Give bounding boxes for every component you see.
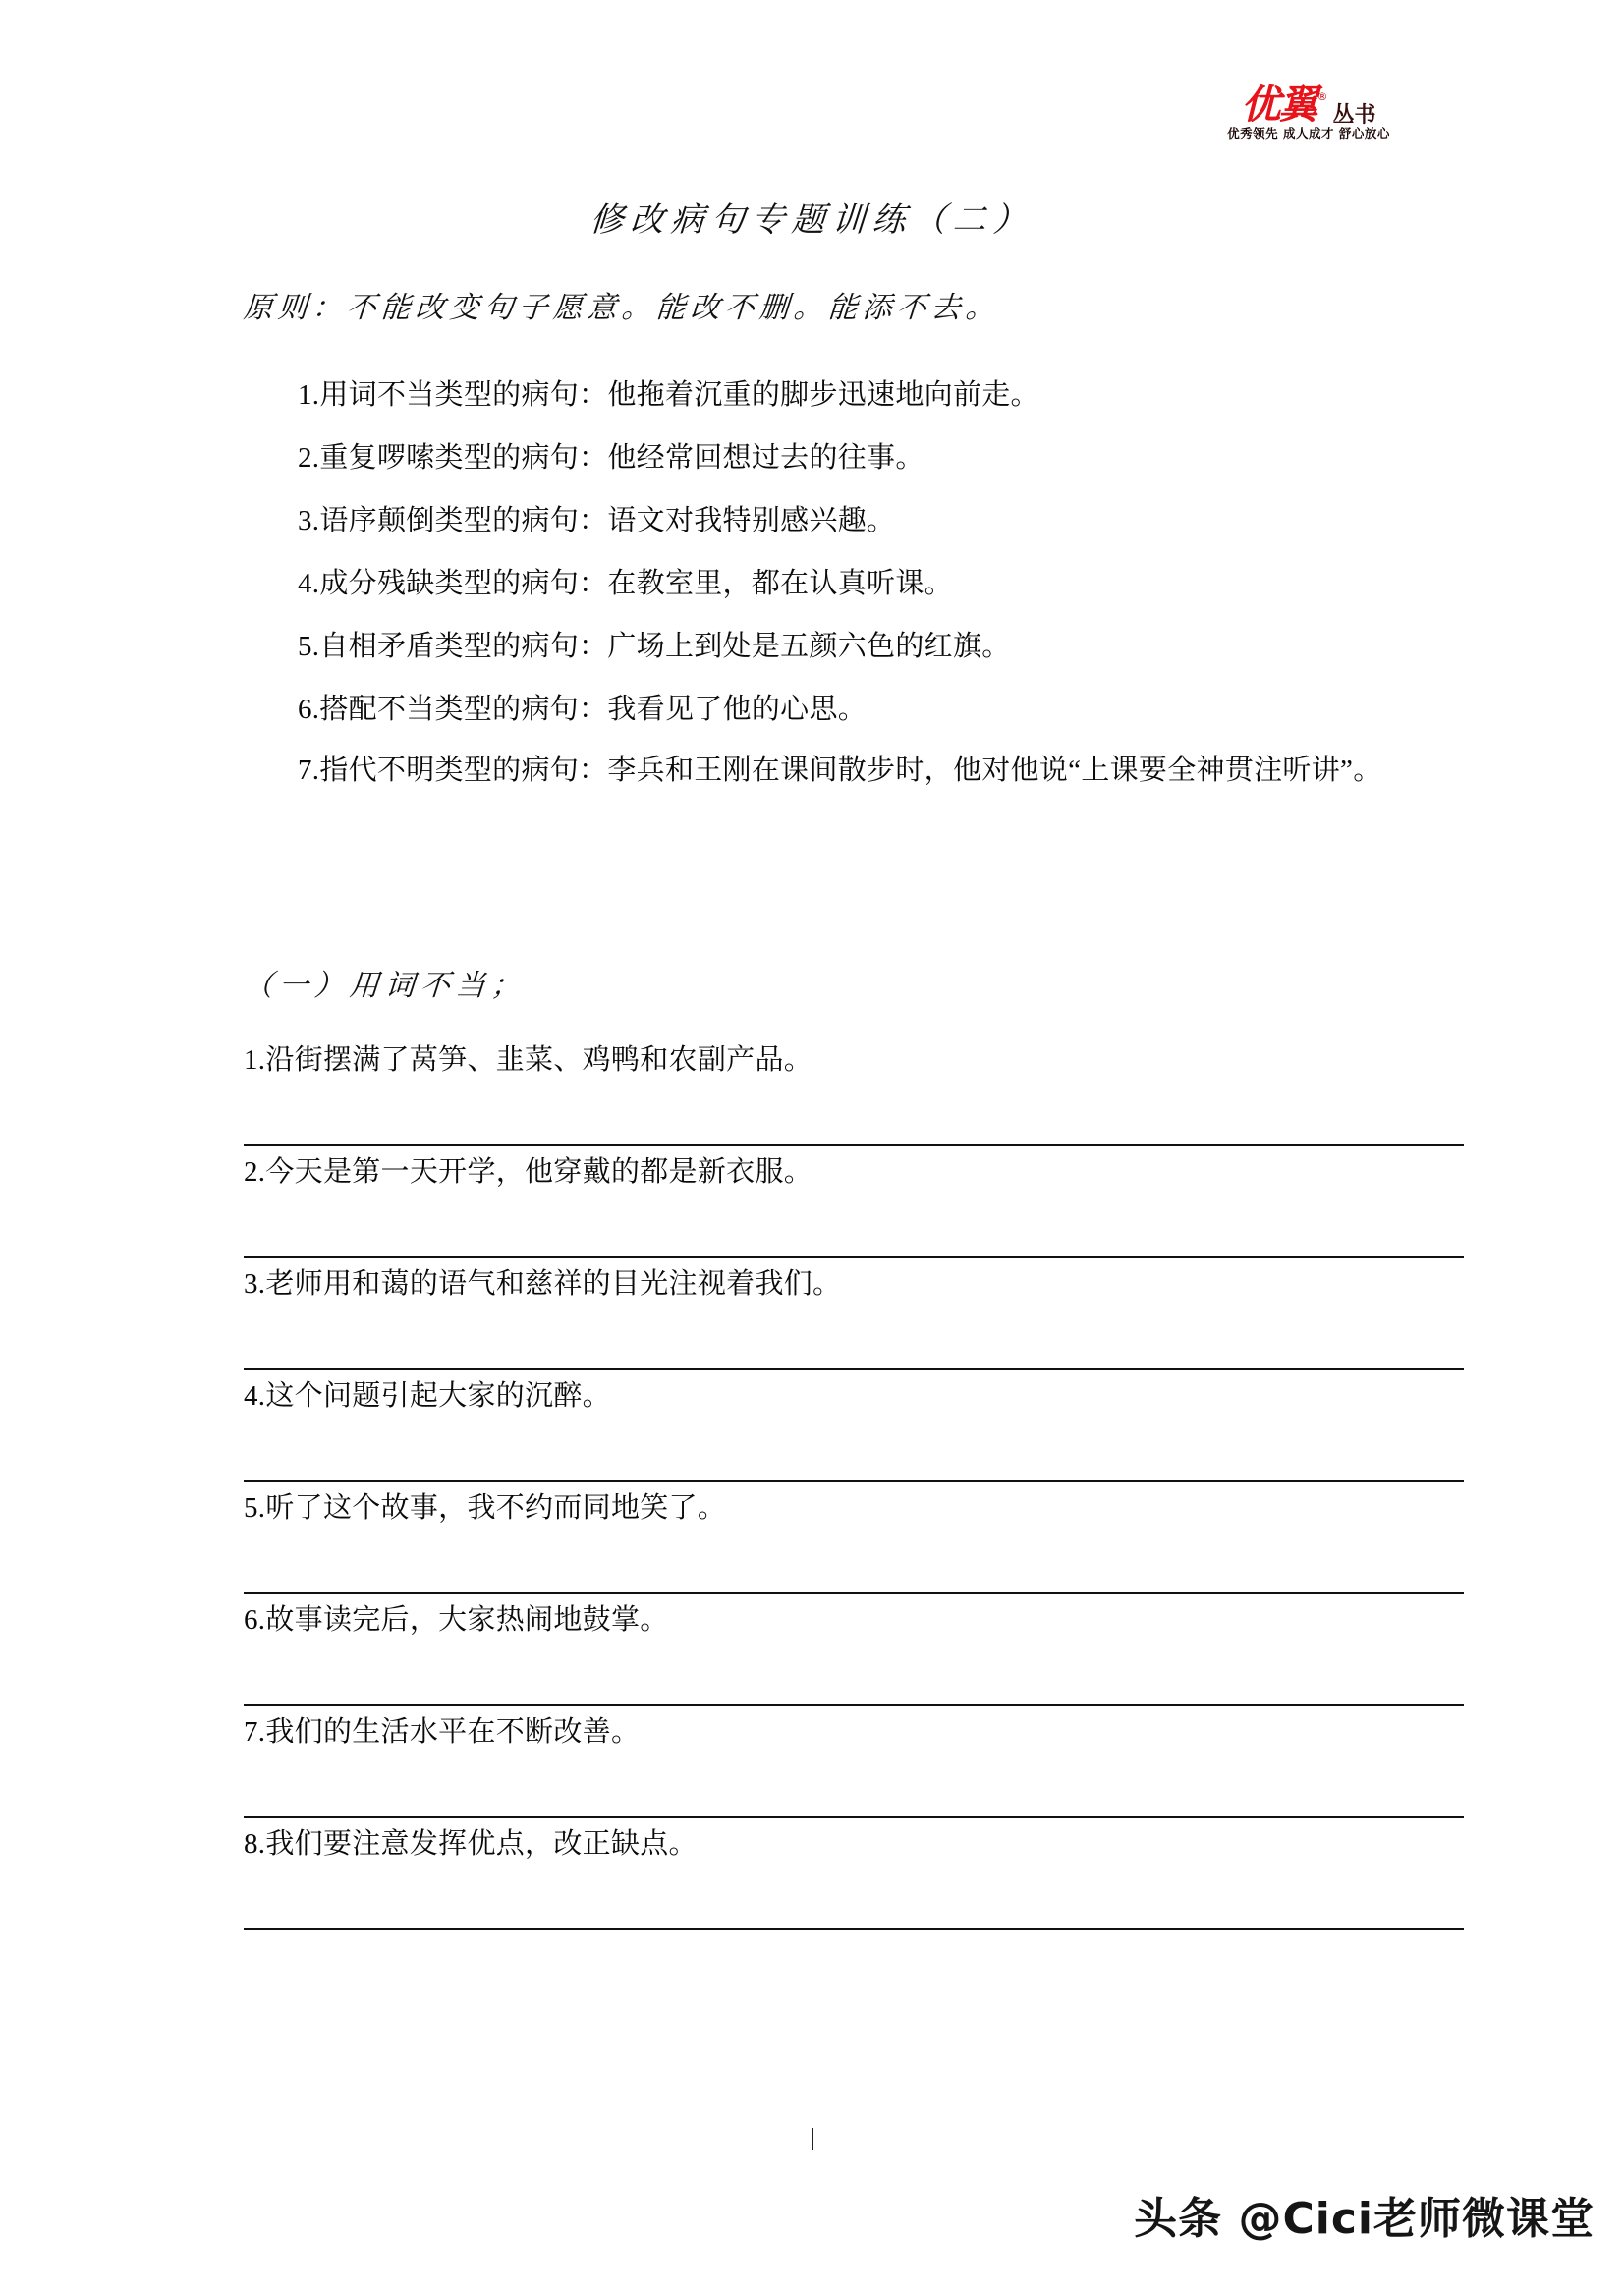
answer-line[interactable] (244, 1704, 1464, 1706)
logo-brand-text: 优翼 (1241, 83, 1316, 128)
logo-series-text: 丛书 (1332, 102, 1376, 128)
error-type-item: 2.重复啰嗦类型的病句：他经常回想过去的往事。 (298, 442, 924, 474)
exercise-sentence: 1.沿街摆满了莴笋、韭菜、鸡鸭和农副产品。 (244, 1044, 813, 1076)
exercise-item (244, 1155, 1464, 1267)
registered-trademark-icon: ® (1316, 90, 1328, 103)
exercise-item (244, 1379, 1464, 1491)
answer-line[interactable] (244, 1144, 1464, 1146)
exercise-item (244, 1267, 1464, 1379)
exercise-sentence: 8.我们要注意发挥优点，改正缺点。 (244, 1828, 698, 1860)
error-type-item: 5.自相矛盾类型的病句：广场上到处是五颜六色的红旗。 (298, 631, 1011, 662)
watermark-text: 头条 @Cici老师微课堂 (1134, 2194, 1595, 2244)
error-type-item: 3.语序颠倒类型的病句：语文对我特别感兴趣。 (298, 505, 896, 536)
exercise-sentence: 5.听了这个故事，我不约而同地笑了。 (244, 1492, 727, 1524)
answer-line[interactable] (244, 1928, 1464, 1930)
exercise-item (244, 1827, 1464, 1939)
logo-mark (1210, 83, 1407, 128)
exercise-item (244, 1043, 1464, 1155)
exercise-sentence: 4.这个问题引起大家的沉醉。 (244, 1380, 611, 1412)
answer-line[interactable] (244, 1816, 1464, 1818)
exercise-sentence: 3.老师用和蔼的语气和慈祥的目光注视着我们。 (244, 1268, 842, 1300)
exercise-item (244, 1715, 1464, 1827)
exercise-item (244, 1603, 1464, 1715)
page-title: 修改病句专题训练（二） (588, 200, 1036, 240)
answer-line[interactable] (244, 1368, 1464, 1370)
publisher-logo (1210, 83, 1407, 163)
section-heading: （一）用词不当； (242, 969, 528, 1003)
principle-line: 原则：不能改变句子愿意。能改不删。能添不去。 (242, 291, 1001, 325)
exercise-sentence: 2.今天是第一天开学，他穿戴的都是新衣服。 (244, 1156, 813, 1188)
error-type-item: 6.搭配不当类型的病句：我看见了他的心思。 (298, 694, 868, 725)
page-number-mark (812, 2128, 813, 2150)
exercise-list (244, 1043, 1464, 1939)
error-type-item: 4.成分残缺类型的病句：在教室里，都在认真听课。 (298, 568, 953, 599)
logo-tagline: 优秀领先 成人成才 舒心放心 (1227, 126, 1390, 140)
answer-line[interactable] (244, 1592, 1464, 1594)
error-type-item: 7.指代不明类型的病句：李兵和王刚在课间散步时，他对他说“上课要全神贯注听讲”。 (298, 755, 1382, 786)
answer-line[interactable] (244, 1480, 1464, 1482)
answer-line[interactable] (244, 1256, 1464, 1258)
error-type-list (244, 364, 1462, 804)
exercise-sentence: 7.我们的生活水平在不断改善。 (244, 1716, 641, 1748)
exercise-sentence: 6.故事读完后，大家热闹地鼓掌。 (244, 1604, 669, 1636)
error-type-item: 1.用词不当类型的病句：他拖着沉重的脚步迅速地向前走。 (298, 379, 1039, 411)
exercise-item (244, 1491, 1464, 1603)
